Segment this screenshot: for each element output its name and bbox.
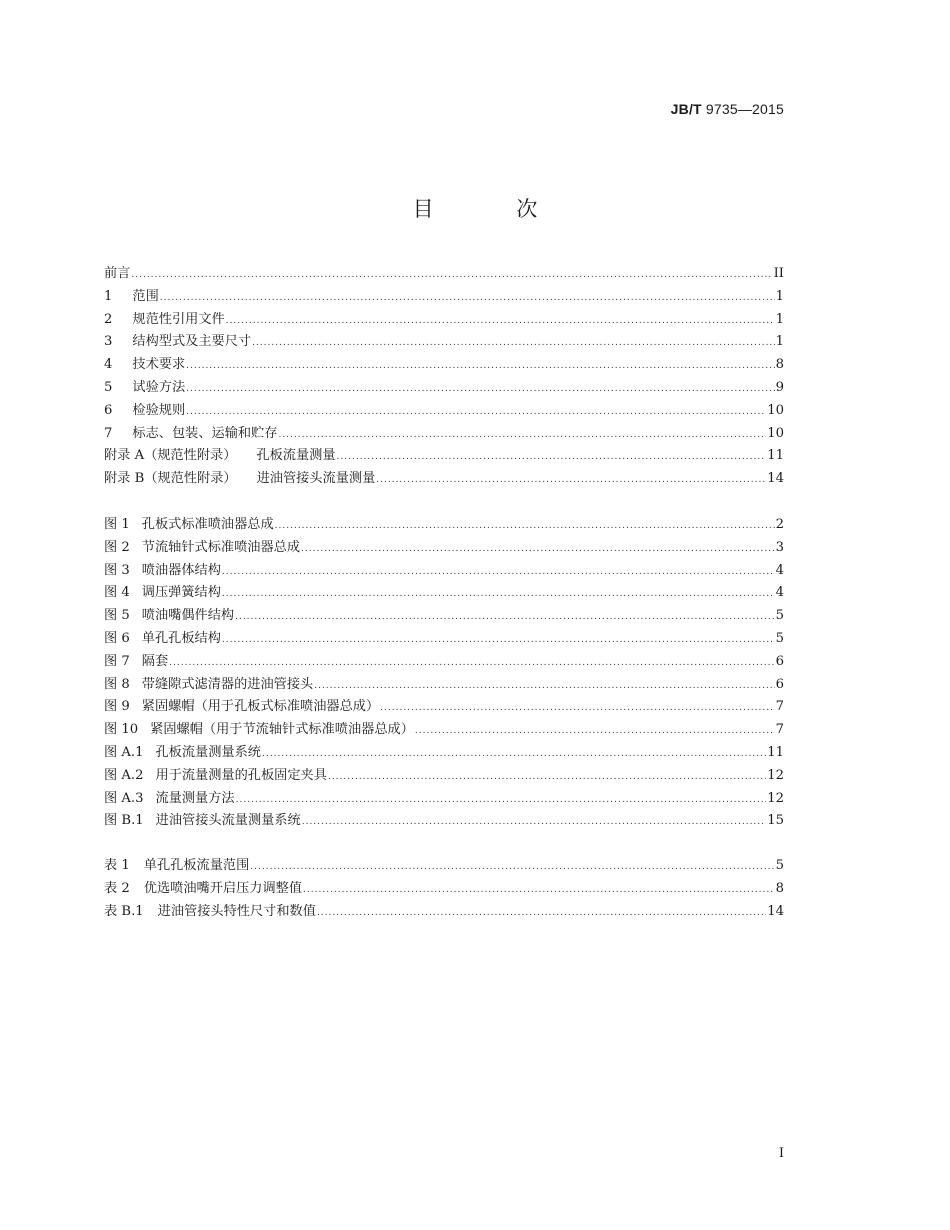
toc-entry[interactable]	[104, 582, 784, 605]
toc-entry[interactable]	[104, 468, 784, 491]
toc-entry-page: 9	[775, 379, 784, 395]
toc-entry-page: 5	[775, 608, 784, 624]
toc-entry-label	[104, 445, 336, 468]
toc-dot-leader	[303, 879, 775, 902]
toc-entry-page: 1	[775, 311, 784, 327]
toc-dot-leader	[380, 697, 774, 720]
toc-entry-number: 图 A.2	[104, 767, 144, 783]
page-title: 目 次	[412, 197, 576, 221]
toc-entry-label	[104, 765, 327, 788]
toc-dot-leader	[328, 766, 766, 789]
toc-entry-number: 图 7	[104, 653, 130, 669]
toc-dot-leader	[275, 515, 775, 538]
toc-entry-page: 11	[767, 744, 784, 760]
toc-entry-label	[104, 719, 414, 742]
toc-entry-label	[104, 855, 249, 878]
toc-entry-title: 优选喷油嘴开启压力调整值	[143, 880, 303, 896]
toc-tables	[104, 855, 784, 923]
toc-entry-title: 范围	[132, 288, 159, 304]
toc-entry-label	[104, 354, 185, 377]
toc-entry-title: 喷油器体结构	[141, 562, 221, 578]
toc-entry-title: 进油管接头特性尺寸和数值	[157, 903, 316, 919]
toc-entry-number: 图 6	[104, 630, 130, 646]
toc-entry-page: 6	[775, 653, 784, 669]
page-number: I	[778, 1146, 784, 1161]
toc-entry[interactable]	[104, 560, 784, 583]
toc-entry[interactable]	[104, 788, 784, 811]
toc-entry-label	[104, 286, 159, 309]
toc-entry-label	[104, 788, 235, 811]
toc-entry-title: 单孔孔板结构	[141, 630, 221, 646]
document-code	[671, 101, 784, 117]
toc-entry-number: 6	[104, 402, 113, 418]
toc-dot-leader	[186, 355, 774, 378]
toc-dot-leader	[222, 583, 775, 606]
toc-entry-number: 4	[104, 357, 113, 373]
toc-entry[interactable]	[104, 810, 784, 833]
toc-dot-leader	[317, 902, 766, 925]
toc-entry-page: 11	[767, 448, 784, 464]
toc-entry-label	[104, 331, 251, 354]
toc-entry[interactable]	[104, 855, 784, 878]
toc-entry[interactable]	[104, 696, 784, 719]
toc-entry-title: 前言	[104, 266, 131, 281]
toc-entry[interactable]	[104, 674, 784, 697]
toc-entry-title: 孔板流量测量系统	[155, 744, 261, 760]
toc-entry[interactable]	[104, 286, 784, 309]
toc-entry-number: 图 B.1	[104, 813, 144, 829]
toc-entry[interactable]	[104, 628, 784, 651]
toc-entry-title: 喷油嘴偶件结构	[141, 608, 235, 624]
toc-entry-label	[104, 560, 221, 583]
toc-entry-label	[104, 674, 313, 697]
toc-entry-label	[104, 605, 234, 628]
toc-entry-label	[104, 423, 277, 446]
toc-entry-page: 5	[775, 858, 784, 873]
toc-entry[interactable]	[104, 537, 784, 560]
toc-entry[interactable]	[104, 605, 784, 628]
toc-entry-number: 图 2	[104, 539, 130, 555]
toc-entry-page: 5	[775, 630, 784, 646]
document-code-prefix: JB/T	[670, 101, 702, 117]
toc-entry-label	[104, 582, 221, 605]
toc-entry-page: 6	[775, 676, 784, 692]
toc-entry-page: 10	[767, 402, 784, 418]
toc-entry-number: 图 1	[104, 517, 130, 532]
toc-entry-number: 图 3	[104, 562, 130, 578]
toc-entry-number: 图 A.3	[104, 790, 144, 806]
toc-entry[interactable]	[104, 514, 784, 537]
toc-dot-leader	[226, 310, 775, 333]
toc-entry-page: 14	[767, 471, 784, 487]
toc-entry-label	[104, 901, 316, 924]
toc-entry-title: 紧固螺帽（用于节流轴针式标准喷油器总成）	[150, 722, 414, 738]
toc-entry-page: 7	[775, 722, 784, 738]
toc-figures	[104, 514, 784, 833]
toc-dot-leader	[236, 789, 767, 812]
toc-dot-leader	[131, 264, 772, 287]
toc-dot-leader	[222, 561, 775, 584]
toc-entry-number: 1	[104, 288, 113, 304]
toc-entry[interactable]	[104, 309, 784, 332]
toc-entry-label	[104, 309, 225, 332]
toc-entry[interactable]	[104, 331, 784, 354]
toc-entry-number: 图 4	[104, 585, 130, 601]
toc-entry[interactable]	[104, 742, 784, 765]
toc-dot-leader	[169, 652, 774, 675]
toc-entry-page: 12	[767, 767, 784, 783]
toc-entry-number: 图 A.1	[104, 744, 144, 760]
toc-entry[interactable]	[104, 263, 784, 286]
toc-entry-page: 14	[767, 903, 784, 919]
toc-sections	[104, 263, 784, 491]
toc-entry-title: 隔套	[141, 653, 169, 669]
toc-entry-label	[104, 628, 221, 651]
toc-entry-label	[104, 810, 301, 833]
toc-entry-label	[104, 696, 379, 719]
toc-entry-page: 10	[767, 425, 784, 441]
toc-entry-title: 流量测量方法	[155, 790, 235, 806]
toc-dot-leader	[222, 629, 775, 652]
toc-entry-number: 表 1	[104, 858, 130, 873]
toc-entry-label	[104, 742, 261, 765]
toc-entry-label	[104, 651, 168, 674]
toc-dot-leader	[314, 675, 774, 698]
toc-dot-leader	[262, 743, 766, 766]
toc-entry-number: 图 10	[104, 722, 139, 738]
toc-entry-page: 8	[775, 880, 784, 896]
toc-entry-number: 附录 B（规范性附录）	[104, 471, 237, 487]
toc-entry-title: 规范性引用文件	[132, 311, 225, 327]
toc-entry-title: 孔板流量测量	[256, 448, 336, 464]
toc-entry-number: 图 5	[104, 608, 130, 624]
toc-entry[interactable]	[104, 878, 784, 901]
toc-entry-number: 图 8	[104, 676, 130, 692]
toc-dot-leader	[278, 424, 766, 447]
toc-entry-page: II	[773, 266, 784, 281]
toc-entry-title: 用于流量测量的孔板固定夹具	[155, 767, 327, 783]
toc-dot-leader	[186, 401, 766, 424]
toc-entry[interactable]	[104, 901, 784, 924]
toc-entry-title: 调压弹簧结构	[141, 585, 221, 601]
document-code-number: 9735—2015	[701, 101, 784, 117]
toc-entry-page: 1	[775, 288, 784, 304]
toc-entry-label	[104, 400, 185, 423]
toc-entry-title: 紧固螺帽（用于孔板式标准喷油器总成）	[141, 699, 380, 715]
toc-dot-leader	[337, 446, 767, 469]
toc-entry[interactable]	[104, 354, 784, 377]
toc-entry[interactable]	[104, 719, 784, 742]
toc-dot-leader	[376, 469, 766, 492]
toc-dot-leader	[302, 811, 767, 834]
toc-entry-page: 2	[775, 517, 784, 532]
toc-entry-title: 进油管接头流量测量	[256, 471, 376, 487]
toc-entry-number: 表 2	[104, 880, 130, 896]
toc-entry-number: 附录 A（规范性附录）	[104, 448, 237, 464]
toc-entry-title: 带缝隙式滤清器的进油管接头	[141, 676, 314, 692]
toc-dot-leader	[250, 856, 774, 879]
toc-dot-leader	[186, 378, 774, 401]
toc-entry-title: 检验规则	[132, 402, 186, 418]
toc-entry-label	[104, 468, 375, 491]
toc-entry-title: 孔板式标准喷油器总成	[141, 517, 274, 532]
toc-entry[interactable]	[104, 400, 784, 423]
toc-entry-title: 试验方法	[132, 379, 186, 395]
toc-entry[interactable]	[104, 445, 784, 468]
toc-entry[interactable]	[104, 651, 784, 674]
toc-entry-page: 7	[775, 699, 784, 715]
toc-dot-leader	[160, 287, 775, 310]
toc-dot-leader	[301, 538, 775, 561]
toc-entry-page: 12	[767, 790, 784, 806]
toc-entry-label	[104, 263, 130, 286]
toc-entry-page: 4	[775, 585, 784, 601]
toc-entry-number: 表 B.1	[104, 903, 144, 919]
toc-entry-number: 7	[104, 425, 113, 441]
toc-entry-title: 节流轴针式标准喷油器总成	[141, 539, 301, 555]
toc-entry[interactable]	[104, 765, 784, 788]
toc-entry-label	[104, 878, 302, 901]
toc-entry-label	[104, 377, 185, 400]
toc-dot-leader	[415, 720, 775, 743]
toc-dot-leader	[252, 332, 775, 355]
toc-entry-title: 结构型式及主要尺寸	[132, 334, 252, 350]
toc-entry[interactable]	[104, 377, 784, 400]
toc-entry-title: 进油管接头流量测量系统	[155, 813, 301, 829]
toc-entry-number: 图 9	[104, 699, 130, 715]
toc-entry-label	[104, 514, 274, 537]
toc-entry-title: 单孔孔板流量范围	[143, 858, 250, 873]
toc-entry-title: 标志、包装、运输和贮存	[132, 425, 278, 441]
toc-entry-label	[104, 537, 300, 560]
toc-entry-number: 5	[104, 379, 113, 395]
toc-entry-page: 8	[775, 357, 784, 373]
toc-entry-page: 4	[775, 562, 784, 578]
toc-entry[interactable]	[104, 423, 784, 446]
toc-entry-number: 2	[104, 311, 113, 327]
toc-entry-title: 技术要求	[132, 357, 186, 373]
toc-entry-page: 3	[775, 539, 784, 555]
toc-entry-page: 15	[767, 813, 784, 829]
toc-entry-page: 1	[775, 334, 784, 350]
toc-entry-number: 3	[104, 334, 113, 350]
toc-dot-leader	[235, 606, 775, 629]
